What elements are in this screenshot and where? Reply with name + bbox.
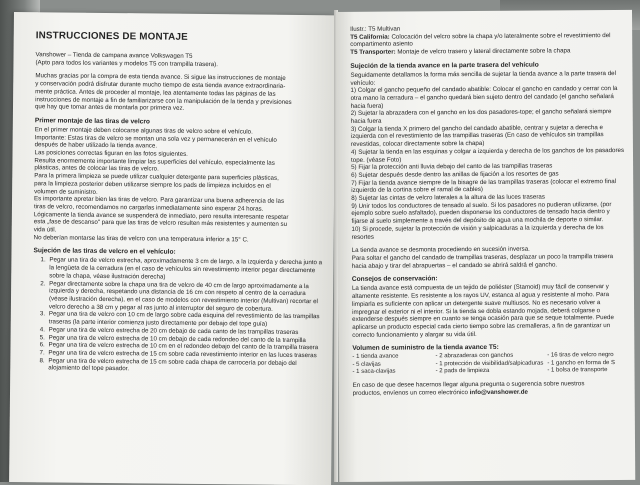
text-line: esta „fase de descanso" para que las tiras de velcro resulten más resistentes y aumenten su bbox=[33, 218, 288, 229]
rear-mount-steps bbox=[351, 85, 626, 241]
supply-item: - 1 gancho en forma de S bbox=[547, 359, 616, 367]
text-line: Para la primera limpieza se puede utilizar cualquier detergente para superficies plásticas, bbox=[34, 172, 279, 182]
intro-line: Vanshower – Tienda de campana avance Volkswagen T5 bbox=[35, 51, 193, 60]
text-line: después de haber utilizado la tienda avance. bbox=[34, 141, 158, 150]
text-line: Es importante apretar bien las tiras de velcro. Para garantizar una buena adherencia de las bbox=[34, 195, 285, 206]
velcro-steps-list bbox=[32, 257, 323, 376]
supply-list bbox=[352, 352, 626, 376]
left-page bbox=[9, 12, 336, 485]
intro-line: (Apto para todos los variantes y modelos T5 con trampilla trasera). bbox=[35, 58, 219, 68]
step-item: 3) Colgar la tienda X primero del gancho del candado abatible, centrar y sujetar a derecha e izquierda con el revestimiento de las trampillas traseras (En caso de vehículos sin trampillas revestidas, colocar directamente sobre la chapa) bbox=[350, 123, 604, 149]
supply-item: - 2 abrazaderas con ganchos bbox=[435, 353, 514, 360]
text-line: para la limpieza posterior deben utilizarse siempre los pads de limpieza incluidos en el bbox=[34, 180, 271, 190]
step-item: 8) Sujetar las cintas de velcro laterales a la altura de las luces traseras bbox=[351, 193, 545, 202]
supply-item: - 1 tienda avance bbox=[352, 353, 399, 361]
text-line: Importante: Estas tiras de velcro se montan una sola vez y permanecerán en el vehículo bbox=[34, 133, 277, 144]
text-line: plásticas, antes de colocar las tiras de velcro. bbox=[34, 164, 159, 173]
closing-text bbox=[353, 380, 627, 397]
step-item: 2) Sujetar la abrazadera con el gancho en los dos pasadores-tope; el gancho señalará siempre hacia fuera bbox=[350, 108, 612, 125]
list-item: 6. Pegar una tira de velcro estrecha de 10 cm en el redondeo debajo del canto de la trampilla trasera bbox=[46, 342, 322, 353]
list-item: 5. Pegar una tira de velcro estrecha de 10 cm debajo de cada redondeo del canto de la trampilla bbox=[47, 334, 323, 345]
closing-line: productos, envíenos un correo electrónico bbox=[352, 388, 468, 397]
list-item: 7. Pegar una tira de velcro estrecha de 15 cm sobre cada revestimiento interior en las luces traseras bbox=[46, 349, 322, 360]
text-line: tiras de velcro, recomendamos no cargarlas inmediatamente sino esperar 24 horas. bbox=[33, 203, 264, 213]
dismount-text bbox=[352, 245, 626, 270]
supply-item: - 1 saca-clavijas bbox=[352, 368, 396, 375]
text-line: En caso de que desee hacernos llegar alguna pregunta o sugerencia sobre nuestros bbox=[352, 380, 585, 389]
section-heading-rear-mount: Sujeción de la tienda avance en la parte trasera del vehículo bbox=[350, 61, 539, 70]
thanks-line: y conservación podrá disfrutar durante mucho tiempo de esta tienda avance extraordinaria- bbox=[35, 80, 286, 90]
thanks-line: instrucciones de montaje a fin de familiarizarse con la manipulación de la tienda y previsiones bbox=[35, 95, 292, 106]
section-intro: Seguidamente detallamos la forma más sencilla de sujetar la tienda avance a la parte trasera del vehículo: bbox=[350, 69, 616, 87]
supply-item: - 5 clavijas bbox=[352, 361, 381, 368]
thanks-line: que hay que tomar antes de montarla por primera vez. bbox=[34, 103, 185, 113]
text-line bbox=[353, 388, 627, 398]
list-item: 4. Pegar una tira de velcro estrecha de 20 cm debajo de cada canto de las trampillas traseras bbox=[47, 326, 323, 337]
section-heading-first-mount: Primer montaje de las tiras de velcro bbox=[34, 117, 150, 126]
document-title: INSTRUCCIONES DE MONTAJE bbox=[35, 30, 188, 43]
supply-item: - 16 tiras de velcro negro bbox=[547, 352, 614, 359]
list-item: 1. Pegar una tira de velcro estrecha, aproximadamente 3 cm de largo, a la izquierda y derecha junto a la lengüeta de la cerradura (en el caso de vehículos sin revestimiento interior pegar directamente sobre la chapa, véase ilustración derecha) bbox=[47, 257, 323, 283]
note-text: Montaje de velcro trasero y lateral directamente sobre la chapa bbox=[395, 47, 571, 56]
section-heading-conservation: Consejos de conservación: bbox=[351, 275, 438, 284]
contact-email: info@vanshower.de bbox=[469, 388, 528, 396]
step-item: 7) Fijar la tienda avance siempre de la bisagre de las trampillas traseras (colocar el extremo final izquierdo de la cortina sobre el ramal de cables) bbox=[351, 177, 617, 195]
supply-item: - 1 protección de visibilidad/salpicaduras bbox=[435, 360, 544, 367]
note-label: T5 Transporter: bbox=[350, 48, 396, 57]
list-item: 2. Pegar directamente sobre la chapa una tira de velcro de 40 cm de largo aproximadamente a la izquierda y derecha, respetando una distancia de 16 cm con respeto al centro de la cerradura (véase ilustración derecha), en el caso de modelos con revestimiento interior (Multivan) recortar el velcro derecho a 38 cm y pegar al ras junto al interruptor del seguro de cobertura. bbox=[47, 280, 323, 314]
note-label: T5 California: bbox=[350, 33, 390, 41]
list-item: 3. Pegar una tira de velcro con 10 cm de largo sobre cada esquina del revestimiento de las trampillas traseras (la parte interior comienza justo directamente por debajo del tope guía) bbox=[47, 311, 323, 329]
text-line: Las posiciones correctas figuran en las fotos siguientes. bbox=[34, 149, 188, 158]
text-line: Resulta enormemente importante limpiar las superficies del vehículo, especialmente las bbox=[34, 156, 275, 167]
thanks-line: mente práctica. Antes de proceder al montaje, lea atentamente todas las páginas de las bbox=[35, 88, 276, 98]
step-item: 10) Si procede, sujetar la protección de visión y salpicaduras a la izquierda y derecha de los resortes bbox=[351, 224, 604, 241]
supply-item: - 2 pads de limpieza bbox=[435, 367, 490, 375]
section-heading-velcro-attach: Sujeción de las tiras de velcro en el vehículo: bbox=[33, 247, 176, 257]
intro-block bbox=[35, 51, 325, 69]
text-line: volumen de suministro. bbox=[34, 187, 98, 196]
illustration-note bbox=[350, 47, 624, 57]
list-item: 8. Pegar una tira de velcro estrecha de 15 cm sobre cada chapa de carrocería por debajo del alojamiento del tope pasador. bbox=[46, 357, 322, 375]
thanks-paragraph bbox=[35, 73, 325, 115]
step-item: 5) Fijar la protección anti lluvia debajo del canto de las trampillas traseras bbox=[351, 162, 553, 172]
text-line: La tienda avance se desmonta procediendo en sucesión inversa. bbox=[351, 245, 530, 255]
right-page bbox=[336, 10, 635, 482]
step-item: 9) Unir todos los conductores de tensado al suelo. Si los pasadores no pudieran utilizarse, (por ejemplo sobre suelo asfaltado), pueden disponerse los conductores de tensado hacia dentro y fijarse al suelo simplemente a través del depósito de agua una mochila de deporte o similar. bbox=[351, 200, 612, 226]
step-item: 1) Colgar el gancho pequeño del candado abatible: Colocar el gancho en candado y cerrar con la otra mano la cerradura – el gancho quedará bien sujeto dentro del candado (el gancho señalará hacia fuera) bbox=[350, 85, 618, 110]
conservation-text: La tienda avance está compuesta de un tejido de poliéster (Stamoid) muy fácil de conservar y altamente resistente. Es resistente a los rayos UV, estanca al agua y resistente al moho. Para limpiarla es suficiente con aplicar un detergente suave multiusos. No es necesario volver a impregnar el exterior ni el interior. Si la tienda se dobla estando mojada, deberá colgarse o extenderse después siempre en cuanto se tenga ocasión para que se seque totalmente. Puede aplicarse un producto especial cada cierto tiempo sobre las cremalleras, a fin de garantizar un correcto funcionamiento y alargar su vida útil. bbox=[351, 283, 614, 339]
note-text: Colocación del velcro sobre la chapa y/o lateralmente sobre el revestimiento del compartimento asiento bbox=[350, 31, 611, 49]
step-item: 6) Sujetar después desde dentro las anillas de fijación a los resortes de gas bbox=[351, 170, 559, 179]
supply-item: - 1 bolsa de transporte bbox=[547, 366, 608, 374]
illustration-caption: Ilustr.: T5 Multivan bbox=[350, 25, 401, 33]
text-line: En el primer montaje deben colocarse algunas tiras de velcro sobre el vehículo. bbox=[34, 126, 253, 136]
illustration-notes bbox=[350, 24, 624, 57]
section-heading-supply: Volumen de suministro de la tienda avance T5: bbox=[352, 344, 499, 353]
text-line: No deberían montarse las tiras de velcro con una temperatura inferior a 15° C. bbox=[33, 233, 249, 244]
first-mount-text bbox=[34, 126, 325, 245]
thanks-line: Muchas gracias por la compra de esta tienda avance. Si sigue las instrucciones de montaje bbox=[35, 72, 286, 83]
text-line: vida útil. bbox=[33, 226, 57, 234]
step-item: 4) Sujetar la tienda en las esquinas y colgar a izquierda y derecha de los ganchos de los pasadores tope. (véase Foto) bbox=[350, 146, 625, 164]
text-line: Lógicamente la tienda avance se suspenderá de inmediato, pero resulta interesante respetar bbox=[33, 210, 289, 221]
text-line: Para soltar el gancho del candado de trampillas traseras, desplazar un poco la trampilla trasera hacia abajo y tirar del abrapuertas – el candado se abrirá saldrá el gancho. bbox=[351, 253, 614, 270]
